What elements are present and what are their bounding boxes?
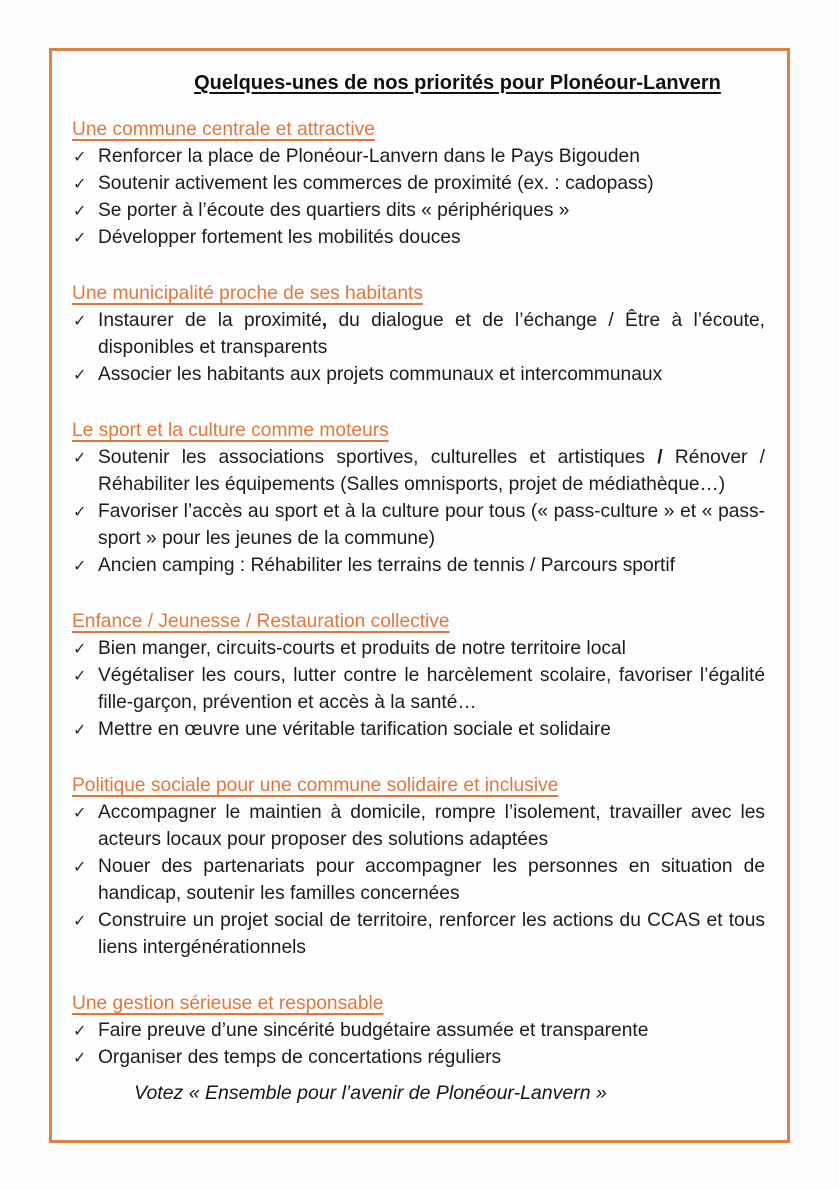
list-item-text: Soutenir les associations sportives, culturelles et artistiques / Rénover / Réhabiliter les équipements (Salles omnisports, projet de médiathèque…): [98, 447, 765, 495]
checkmark-icon: ✓: [73, 504, 87, 521]
checkmark-icon: ✓: [73, 805, 87, 822]
priority-section: [72, 417, 765, 579]
section-list: [72, 799, 765, 961]
section-list: [72, 143, 765, 251]
list-item-text: Renforcer la place de Plonéour-Lanvern dans le Pays Bigouden: [98, 146, 640, 167]
checkmark-icon: ✓: [73, 203, 87, 220]
list-item: [72, 307, 765, 361]
priority-section: [72, 116, 765, 251]
checkmark-icon: ✓: [73, 722, 87, 739]
list-item: [72, 799, 765, 853]
list-item: [72, 1017, 765, 1044]
list-item-text: Développer fortement les mobilités douces: [98, 227, 461, 248]
checkmark-icon: ✓: [73, 668, 87, 685]
section-list: [72, 635, 765, 743]
list-item-text: Favoriser l’accès au sport et à la culture pour tous (« pass-culture » et « pass-sport » pour les jeunes de la commune): [98, 501, 765, 549]
checkmark-icon: ✓: [73, 450, 87, 467]
list-item: [72, 716, 765, 743]
section-heading: Enfance / Jeunesse / Restauration collective: [72, 611, 450, 632]
list-item-text: Construire un projet social de territoire, renforcer les actions du CCAS et tous liens intergénérationnels: [98, 910, 765, 958]
section-heading: Une commune centrale et attractive: [72, 119, 375, 140]
section-heading: Une municipalité proche de ses habitants: [72, 283, 423, 304]
voting-slogan: Votez « Ensemble pour l’avenir de Plonéour-Lanvern »: [134, 1082, 607, 1104]
list-item-text: Se porter à l’écoute des quartiers dits « périphériques »: [98, 200, 570, 221]
list-item-text: Végétaliser les cours, lutter contre le harcèlement scolaire, favoriser l’égalité fille-garçon, prévention et accès à la santé…: [98, 665, 765, 713]
list-item-text: Faire preuve d’une sincérité budgétaire assumée et transparente: [98, 1020, 649, 1041]
section-heading: Politique sociale pour une commune solidaire et inclusive: [72, 775, 559, 796]
list-item: [72, 635, 765, 662]
list-item: [72, 662, 765, 716]
checkmark-icon: ✓: [73, 176, 87, 193]
list-item-text: Soutenir activement les commerces de proximité (ex. : cadopass): [98, 173, 654, 194]
flyer-frame: [49, 48, 790, 1143]
bold-segment: ,: [321, 310, 328, 331]
list-item: [72, 444, 765, 498]
checkmark-icon: ✓: [73, 313, 87, 330]
checkmark-icon: ✓: [73, 1050, 87, 1067]
section-list: [72, 307, 765, 388]
list-item-text: Associer les habitants aux projets communaux et intercommunaux: [98, 364, 663, 385]
priority-sections: [72, 116, 765, 1071]
list-item-text: Bien manger, circuits-courts et produits de notre territoire local: [98, 638, 626, 659]
page-title: Quelques-unes de nos priorités pour Plonéour-Lanvern: [194, 72, 721, 94]
priority-section: [72, 990, 765, 1071]
list-item: [72, 498, 765, 552]
list-item-text: Ancien camping : Réhabiliter les terrains de tennis / Parcours sportif: [98, 555, 675, 576]
list-item: [72, 1044, 765, 1071]
section-heading: Le sport et la culture comme moteurs: [72, 420, 389, 441]
list-item: [72, 552, 765, 579]
list-item: [72, 853, 765, 907]
priority-section: [72, 608, 765, 743]
checkmark-icon: ✓: [73, 641, 87, 658]
list-item-text: Mettre en œuvre une véritable tarification sociale et solidaire: [98, 719, 611, 740]
section-list: [72, 444, 765, 579]
list-item: [72, 143, 765, 170]
list-item: [72, 361, 765, 388]
bold-segment: /: [657, 447, 663, 468]
list-item: [72, 197, 765, 224]
list-item-text: Nouer des partenariats pour accompagner les personnes en situation de handicap, soutenir les familles concernées: [98, 856, 765, 904]
list-item: [72, 224, 765, 251]
checkmark-icon: ✓: [73, 230, 87, 247]
section-heading: Une gestion sérieuse et responsable: [72, 993, 384, 1014]
checkmark-icon: ✓: [73, 1023, 87, 1040]
checkmark-icon: ✓: [73, 558, 87, 575]
checkmark-icon: ✓: [73, 149, 87, 166]
checkmark-icon: ✓: [73, 913, 87, 930]
priority-section: [72, 280, 765, 388]
section-list: [72, 1017, 765, 1071]
list-item-text: Organiser des temps de concertations réguliers: [98, 1047, 502, 1068]
list-item: [72, 907, 765, 961]
priority-section: [72, 772, 765, 961]
list-item: [72, 170, 765, 197]
list-item-text: Accompagner le maintien à domicile, rompre l’isolement, travailler avec les acteurs locaux pour proposer des solutions adaptées: [98, 802, 765, 850]
checkmark-icon: ✓: [73, 859, 87, 876]
list-item-text: Instaurer de la proximité, du dialogue et de l’échange / Être à l’écoute, disponibles et transparents: [98, 310, 765, 358]
checkmark-icon: ✓: [73, 367, 87, 384]
